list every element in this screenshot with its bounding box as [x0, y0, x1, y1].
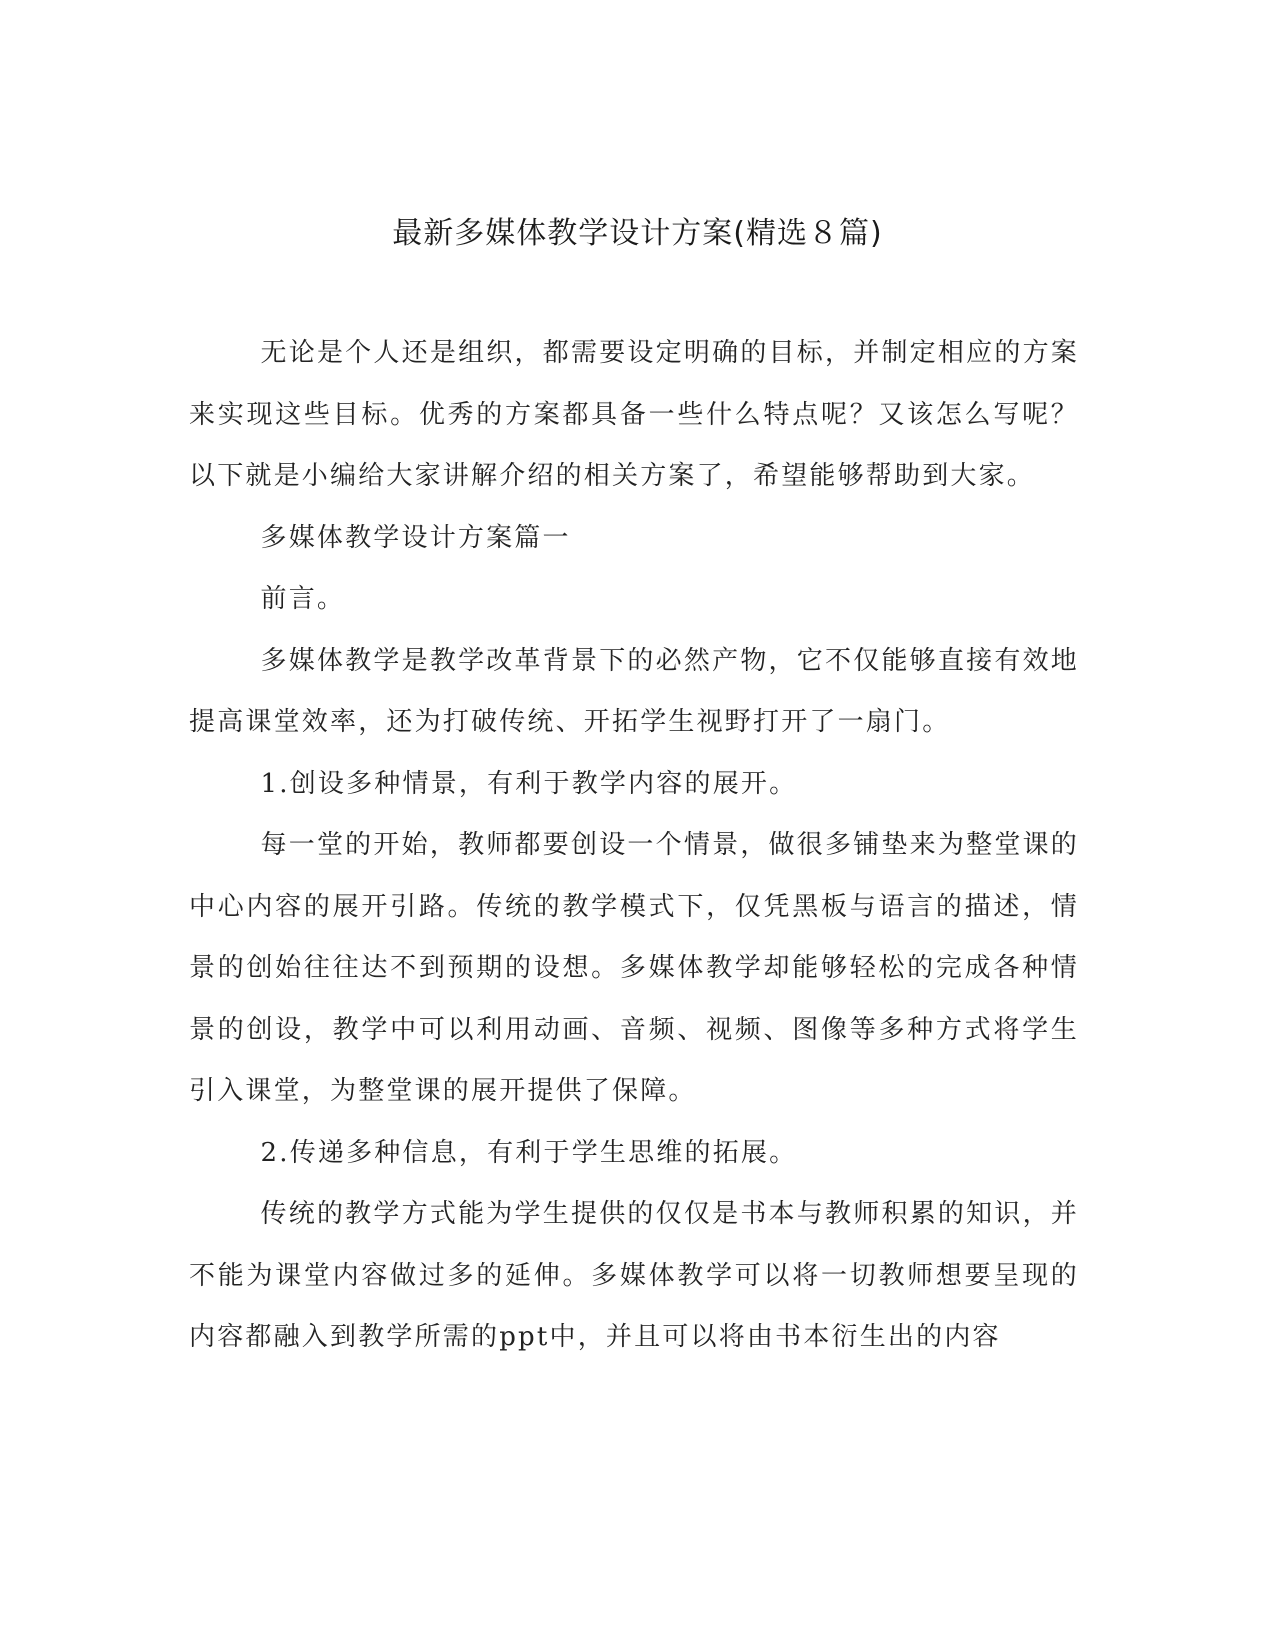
paragraph-overview: 多媒体教学是教学改革背景下的必然产物，它不仅能够直接有效地提高课堂效率，还为打破传统、开拓学生视野打开了一扇门。	[189, 645, 1079, 737]
paragraph-point-2: 传统的教学方式能为学生提供的仅仅是书本与教师积累的知识，并不能为课堂内容做过多的延伸。多媒体教学可以将一切教师想要呈现的内容都融入到教学所需的ppt中，并且可以将由书本衍生出的内容	[189, 1199, 1079, 1352]
point-heading-1: 1.创设多种情景，有利于教学内容的展开。	[260, 768, 798, 799]
paragraph-point-1: 每一堂的开始，教师都要创设一个情景，做很多铺垫来为整堂课的中心内容的展开引路。传统的教学模式下，仅凭黑板与语言的描述，情景的创始往往达不到预期的设想。多媒体教学却能够轻松的完成各种情景的创设，教学中可以利用动画、音频、视频、图像等多种方式将学生引入课堂，为整堂课的展开提供了保障。	[189, 830, 1079, 1106]
document-title: 最新多媒体教学设计方案(精选８篇)	[392, 216, 883, 251]
paragraph-intro: 无论是个人还是组织，都需要设定明确的目标，并制定相应的方案来实现这些目标。优秀的方案都具备一些什么特点呢？又该怎么写呢？以下就是小编给大家讲解介绍的相关方案了，希望能够帮助到大家。	[189, 338, 1079, 491]
paragraph-preface: 前言。	[260, 584, 346, 614]
document-body	[189, 323, 1079, 1369]
section-heading: 多媒体教学设计方案篇一	[260, 522, 571, 553]
point-heading-2: 2.传递多种信息，有利于学生思维的拓展。	[260, 1137, 798, 1168]
